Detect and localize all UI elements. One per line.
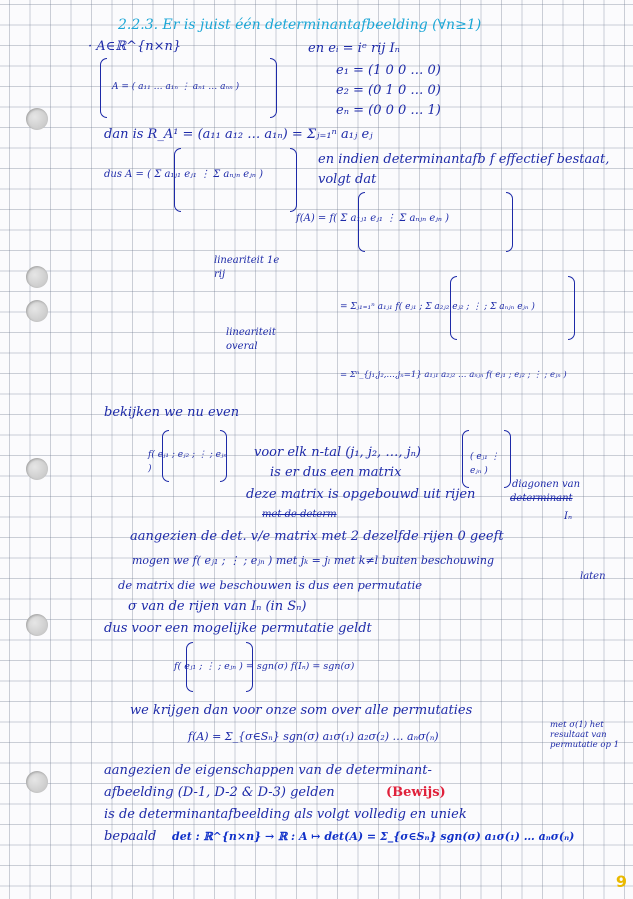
binder-hole-2 [26, 266, 48, 288]
line-ej-matrix [462, 430, 514, 490]
strike-met-de-determ: met de determ [262, 509, 337, 520]
line-first-row: dan is R_A¹ = (a₁₁ a₁₂ … a₁ₙ) = Σⱼ₌₁ⁿ a₁ⱼ eⱼ [104, 127, 373, 142]
fA-text: f(A) = f( Σ a₁ⱼ₁ eⱼ₁ ⋮ Σ aₙⱼₙ eⱼₙ ) [296, 213, 450, 224]
note-linearity-all: lineariteit overal [226, 327, 276, 352]
section-title: 2.2.3. Er is juist één determinantafbeelding (∀n≥1) [118, 17, 482, 33]
dus-A-text: dus A = ( Σ a₁ⱼ₁ eⱼ₁ ⋮ Σ aₙⱼₙ eⱼₙ ) [104, 169, 263, 180]
note-laten: laten [580, 571, 606, 582]
ej-matrix-text: ( eⱼ₁ ⋮ eⱼₙ ) [470, 452, 500, 476]
page-number: 9 [615, 872, 627, 891]
line-eigenschappen: aangezien de eigenschappen van de determinant- [104, 763, 432, 778]
matrix-A-text: A = ( a₁₁ … a₁ₙ ⋮ aₙ₁ … aₙₙ ) [112, 82, 240, 92]
sum-all-text: = Σⁿ_{j₁,j₂,…,jₙ=1} a₁ⱼ₁ a₂ⱼ₂ … aₙⱼₙ f( eⱼ₁ ; eⱼ₂ ; ⋮ ; eⱼₙ ) [340, 370, 567, 380]
binder-hole-1 [26, 108, 48, 130]
note-linearity-first: lineariteit 1e rij [214, 255, 280, 280]
line-aangezien-det: aangezien de det. v/e matrix met 2 dezelfde rijen 0 geeft [130, 529, 504, 544]
sum-j1-text: = Σⱼ₁₌₁ⁿ a₁ⱼ₁ f( eⱼ₁ ; Σ a₂ⱼ₂ eⱼ₂ ; ⋮ ; Σ aₙⱼₙ eⱼₙ ) [340, 302, 535, 312]
line-matrix-exists: is er dus een matrix [270, 465, 402, 480]
line-sum-all [340, 346, 580, 408]
note-diag: diagonen van [512, 479, 581, 490]
line-sgn [170, 642, 430, 692]
line-e2: e₂ = (0 1 0 … 0) [336, 83, 441, 98]
line-axioms: afbeelding (D-1, D-2 & D-3) gelden [104, 785, 335, 800]
line-sum-j1 [340, 276, 580, 342]
binder-hole-5 [26, 614, 48, 636]
strike-determinant: determinant [510, 493, 573, 504]
note-sigma-one: met σ(1) het resultaat van permutatie op 1 [550, 720, 620, 750]
line-matrix-def: · A∈ℝ^{n×n} [88, 39, 182, 54]
line-det-formula: det : ℝ^{n×n} → ℝ : A ↦ det(A) = Σ_{σ∈Sₙ} sgn(σ) a₁σ(₁) … aₙσ(ₙ) [172, 830, 575, 843]
binder-hole-6 [26, 771, 48, 793]
line-we-krijgen: we krijgen dan voor onze som over alle permutaties [130, 703, 473, 718]
line-f-ej [148, 430, 238, 482]
line-fA [296, 192, 526, 252]
line-uniek: is de determinantafbeelding als volgt volledig en uniek [104, 807, 467, 822]
f-ej-text: f( eⱼ₁ ; eⱼ₂ ; ⋮ ; eⱼₙ ) [148, 450, 227, 474]
binder-hole-3 [26, 300, 48, 322]
line-unit-rows: en eᵢ = iᵉ rij Iₙ [308, 41, 400, 56]
line-en: eₙ = (0 0 0 … 1) [336, 103, 441, 118]
line-opgebouwd: deze matrix is opgebouwd uit rijen [246, 487, 476, 502]
line-mogen-we: mogen we f( eⱼ₁ ; ⋮ ; eⱼₙ ) met jₖ = jₗ met k≠l buiten beschouwing [132, 554, 495, 567]
line-bepaald: bepaald [104, 829, 157, 844]
sgn-text: f( eⱼ₁ ; ⋮ ; eⱼₙ ) = sgn(σ) f(Iₙ) = sgn(σ) [174, 661, 355, 672]
proof-label: (Bewijs) [386, 785, 446, 800]
line-bekijken: bekijken we nu even [104, 405, 240, 420]
line-dus-A [104, 148, 304, 212]
line-indien: en indien determinantafb f effectief bestaat, volgt dat [318, 152, 610, 187]
binder-hole-4 [26, 458, 48, 480]
line-de-matrix: de matrix die we beschouwen is dus een permutatie [118, 578, 423, 592]
line-sigma-rijen: σ van de rijen van Iₙ (in Sₙ) [128, 599, 307, 614]
line-matrix-A [100, 58, 280, 120]
note-In: Iₙ [564, 511, 573, 522]
line-ntal: voor elk n-tal (j₁, j₂, …, jₙ) [254, 445, 421, 460]
line-dus-voor: dus voor een mogelijke permutatie geldt [104, 621, 372, 636]
line-e1: e₁ = (1 0 0 … 0) [336, 63, 441, 78]
line-leibniz: f(A) = Σ_{σ∈Sₙ} sgn(σ) a₁σ(₁) a₂σ(₂) … aₙσ(ₙ) [188, 730, 439, 743]
